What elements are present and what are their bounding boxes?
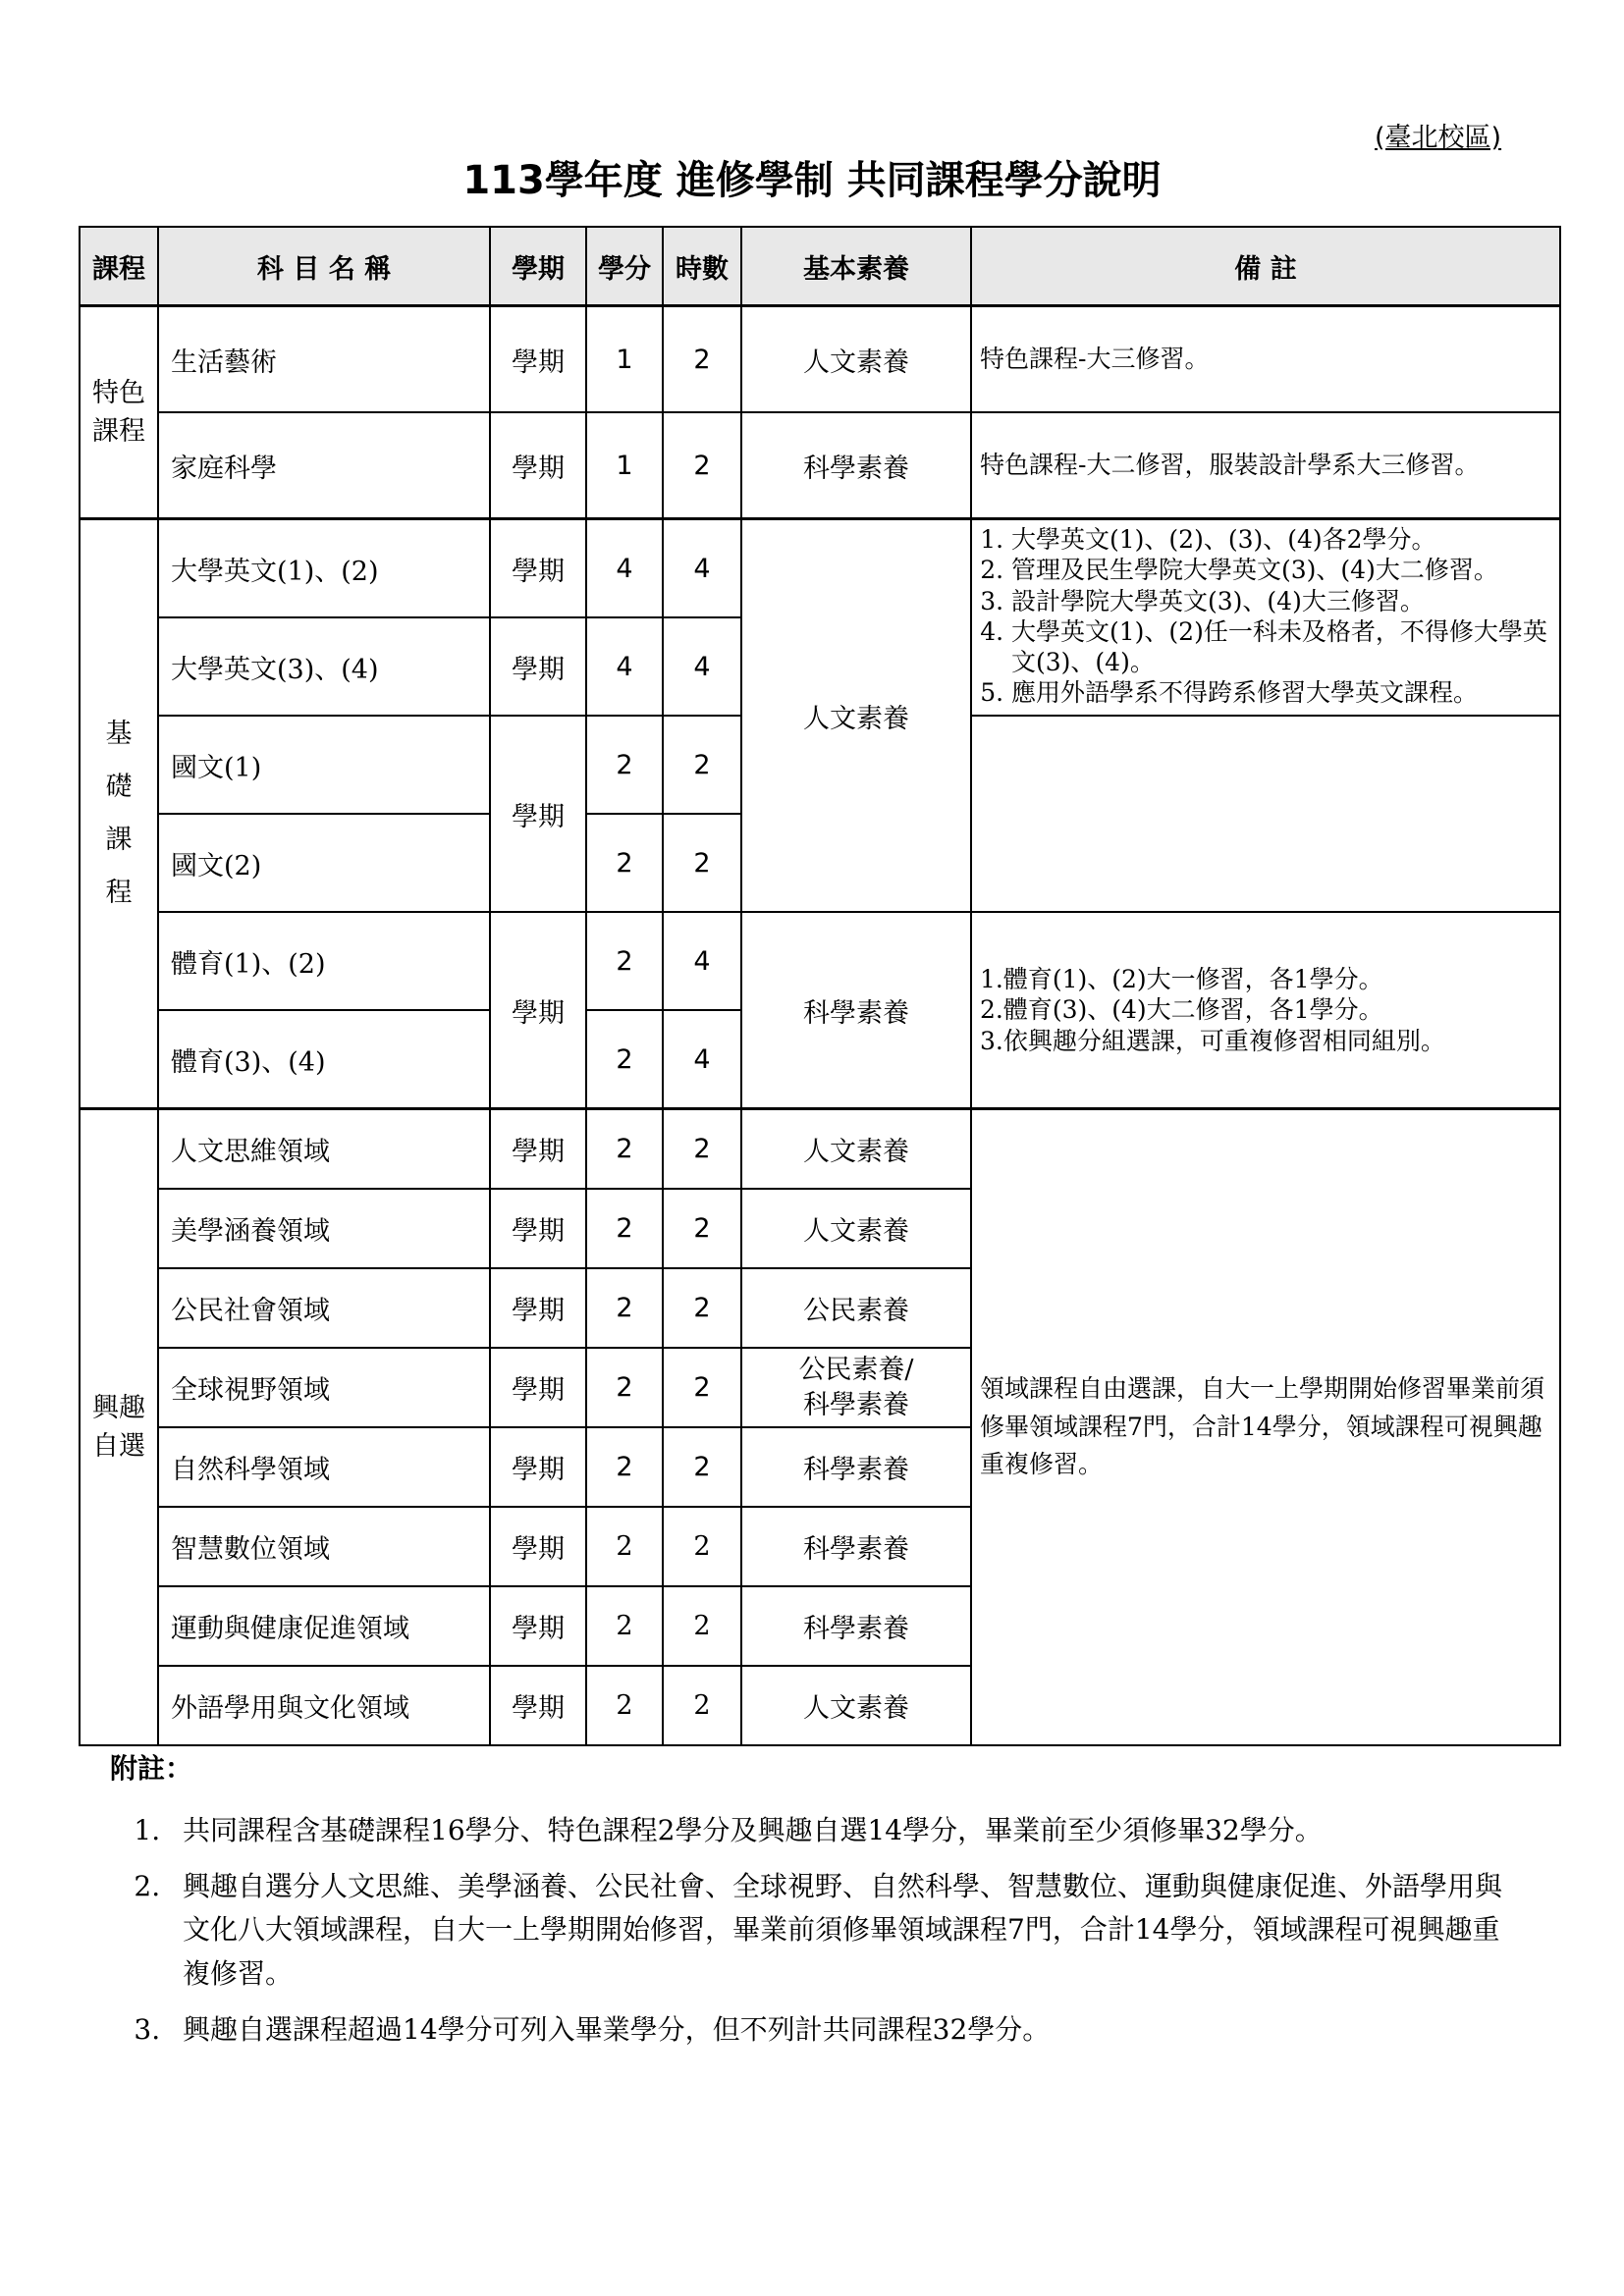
subject-cell: 自然科學領域 — [158, 1427, 490, 1507]
credits-cell: 2 — [586, 1268, 663, 1348]
literacy-cell: 科學素養 — [741, 1427, 971, 1507]
note-cell: 特色課程-大三修習。 — [971, 306, 1560, 413]
credits-cell: 2 — [586, 1427, 663, 1507]
table-row — [80, 412, 1560, 519]
term-cell: 學期 — [490, 1586, 586, 1666]
footnote-item: 2. 興趣自選分人文思維、美學涵養、公民社會、全球視野、自然科學、智慧數位、運動與健康促進、外語學用與文化八大領域課程，自大一上學期開始修習，畢業前須修畢領域課程7門，合計14學分，領域課程可視興趣重複修習。 — [169, 1865, 1524, 1997]
footnote-item: 3. 興趣自選課程超過14學分可列入畢業學分，但不列計共同課程32學分。 — [169, 2008, 1524, 2053]
header-term: 學期 — [490, 227, 586, 306]
subject-cell: 美學涵養領域 — [158, 1189, 490, 1268]
footnotes-label: 附註： — [110, 1752, 193, 1785]
literacy-cell: 科學素養 — [741, 412, 971, 519]
literacy-cell: 科學素養 — [741, 1586, 971, 1666]
term-cell: 學期 — [490, 912, 586, 1109]
hours-cell: 2 — [663, 814, 741, 912]
subject-cell: 家庭科學 — [158, 412, 490, 519]
term-cell: 學期 — [490, 1507, 586, 1586]
hours-cell: 2 — [663, 1109, 741, 1190]
literacy-cell: 人文素養 — [741, 519, 971, 913]
credits-cell: 4 — [586, 519, 663, 618]
hours-cell: 4 — [663, 912, 741, 1010]
term-cell: 學期 — [490, 1348, 586, 1427]
literacy-cell: 人文素養 — [741, 1666, 971, 1745]
term-cell: 學期 — [490, 1109, 586, 1190]
header-credits: 學分 — [586, 227, 663, 306]
credits-cell: 2 — [586, 1189, 663, 1268]
subject-cell: 生活藝術 — [158, 306, 490, 413]
header-category: 課程 — [80, 227, 158, 306]
credits-cell: 4 — [586, 617, 663, 716]
term-cell: 學期 — [490, 1268, 586, 1348]
english-note-item: 4. 大學英文(1)、(2)任一科未及格者，不得修大學英文(3)、(4)。 — [1011, 616, 1551, 678]
table-header-row — [80, 227, 1560, 306]
header-subject: 科 目 名 稱 — [158, 227, 490, 306]
pe-note-item: 2.體育(3)、(4)大二修習，各1學分。 — [980, 995, 1383, 1025]
subject-cell: 外語學用與文化領域 — [158, 1666, 490, 1745]
credits-cell: 2 — [586, 1666, 663, 1745]
hours-cell: 2 — [663, 1507, 741, 1586]
credits-cell: 1 — [586, 412, 663, 519]
english-note-item: 2. 管理及民生學院大學英文(3)、(4)大二修習。 — [1011, 555, 1551, 585]
table-row — [80, 1109, 1560, 1190]
subject-cell: 大學英文(3)、(4) — [158, 617, 490, 716]
literacy-cell: 公民素養 — [741, 1268, 971, 1348]
hours-cell: 2 — [663, 1427, 741, 1507]
term-cell: 學期 — [490, 716, 586, 912]
literacy-cell: 科學素養 — [741, 1507, 971, 1586]
credits-cell: 2 — [586, 1348, 663, 1427]
hours-cell: 2 — [663, 1586, 741, 1666]
term-cell: 學期 — [490, 306, 586, 413]
campus-label: (臺北校區) — [1375, 123, 1502, 153]
page-title: 113學年度 進修學制 共同課程學分說明 — [462, 158, 1162, 203]
subject-cell: 大學英文(1)、(2) — [158, 519, 490, 618]
table-row — [80, 519, 1560, 618]
subject-cell: 體育(3)、(4) — [158, 1010, 490, 1109]
credits-cell: 2 — [586, 1586, 663, 1666]
hours-cell: 4 — [663, 519, 741, 618]
literacy-cell: 科學素養 — [741, 912, 971, 1109]
hours-cell: 2 — [663, 1189, 741, 1268]
term-cell: 學期 — [490, 1666, 586, 1745]
credit-table — [79, 226, 1561, 1746]
category-elective: 興趣自選 — [80, 1109, 158, 1746]
subject-cell: 全球視野領域 — [158, 1348, 490, 1427]
hours-cell: 2 — [663, 412, 741, 519]
pe-note-item: 3.依興趣分組選課，可重複修習相同組別。 — [980, 1026, 1445, 1055]
header-notes: 備 註 — [971, 227, 1560, 306]
credits-cell: 1 — [586, 306, 663, 413]
hours-cell: 4 — [663, 617, 741, 716]
literacy-cell: 人文素養 — [741, 1109, 971, 1190]
literacy-cell: 人文素養 — [741, 306, 971, 413]
header-hours: 時數 — [663, 227, 741, 306]
subject-cell: 智慧數位領域 — [158, 1507, 490, 1586]
credits-cell: 2 — [586, 814, 663, 912]
literacy-cell: 公民素養/科學素養 — [741, 1348, 971, 1427]
subject-cell: 國文(2) — [158, 814, 490, 912]
english-notes — [971, 519, 1560, 717]
subject-cell: 公民社會領域 — [158, 1268, 490, 1348]
footnotes — [110, 1747, 1524, 2064]
subject-cell: 體育(1)、(2) — [158, 912, 490, 1010]
table-row — [80, 306, 1560, 413]
subject-cell: 運動與健康促進領域 — [158, 1586, 490, 1666]
term-cell: 學期 — [490, 1189, 586, 1268]
elective-note: 領域課程自由選課，自大一上學期開始修習畢業前須修畢領域課程7門，合計14學分，領域課程可視興趣重複修習。 — [971, 1109, 1560, 1746]
credits-cell: 2 — [586, 912, 663, 1010]
credits-cell: 2 — [586, 1507, 663, 1586]
hours-cell: 2 — [663, 306, 741, 413]
footnote-item: 1. 共同課程含基礎課程16學分、特色課程2學分及興趣自選14學分，畢業前至少須修畢32學分。 — [169, 1809, 1524, 1853]
empty-note-cell — [971, 716, 1560, 912]
term-cell: 學期 — [490, 519, 586, 618]
header-literacy: 基本素養 — [741, 227, 971, 306]
pe-notes — [971, 912, 1560, 1109]
term-cell: 學期 — [490, 1427, 586, 1507]
hours-cell: 2 — [663, 1268, 741, 1348]
table-row — [80, 912, 1560, 1010]
category-basic: 基礎課程 — [80, 519, 158, 1109]
credits-cell: 2 — [586, 1109, 663, 1190]
hours-cell: 2 — [663, 1666, 741, 1745]
subject-cell: 人文思維領域 — [158, 1109, 490, 1190]
english-note-item: 5. 應用外語學系不得跨系修習大學英文課程。 — [1011, 677, 1551, 708]
credits-cell: 2 — [586, 1010, 663, 1109]
hours-cell: 2 — [663, 716, 741, 814]
literacy-cell: 人文素養 — [741, 1189, 971, 1268]
term-cell: 學期 — [490, 617, 586, 716]
note-cell: 特色課程-大二修習，服裝設計學系大三修習。 — [971, 412, 1560, 519]
english-note-item: 3. 設計學院大學英文(3)、(4)大三修習。 — [1011, 586, 1551, 616]
category-special: 特色課程 — [80, 306, 158, 519]
pe-note-item: 1.體育(1)、(2)大一修習，各1學分。 — [980, 965, 1383, 994]
term-cell: 學期 — [490, 412, 586, 519]
credits-cell: 2 — [586, 716, 663, 814]
english-note-item: 1. 大學英文(1)、(2)、(3)、(4)各2學分。 — [1011, 524, 1551, 555]
hours-cell: 2 — [663, 1348, 741, 1427]
hours-cell: 4 — [663, 1010, 741, 1109]
subject-cell: 國文(1) — [158, 716, 490, 814]
